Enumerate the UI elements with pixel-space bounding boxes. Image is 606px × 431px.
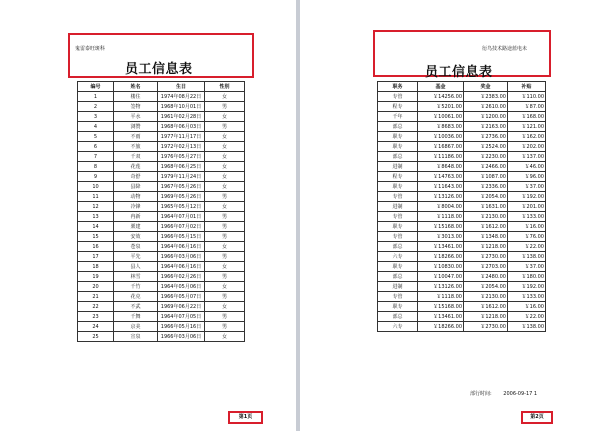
table-cell: 1972年02月13日: [158, 142, 205, 152]
table-cell: ￥133.00: [508, 212, 546, 222]
table-cell: 女: [205, 282, 245, 292]
table-cell: 8: [78, 162, 114, 172]
table-cell: 1965年05月12日: [158, 202, 205, 212]
column-header: 编号: [78, 82, 114, 92]
table-cell: ￥2480.00: [464, 272, 508, 282]
table-cell: 程专: [378, 172, 418, 182]
table-row: [378, 152, 546, 162]
table-cell: 县降: [114, 182, 158, 192]
column-header: 基金: [418, 82, 464, 92]
table-cell: ￥10036.00: [418, 132, 464, 142]
table-cell: 男: [205, 322, 245, 332]
table-cell: ￥14763.00: [418, 172, 464, 182]
table-cell: ￥1087.00: [464, 172, 508, 182]
table-cell: 9: [78, 172, 114, 182]
table-row: [78, 182, 245, 192]
table-row: [378, 262, 546, 272]
table-row: [78, 122, 245, 132]
table-cell: ￥8004.00: [418, 202, 464, 212]
table-cell: 1974年08月22日: [158, 92, 205, 102]
table-cell: 1961年02月28日: [158, 112, 205, 122]
table-cell: 女: [205, 142, 245, 152]
page-title: 员工信息表: [125, 62, 193, 77]
table-cell: ￥3013.00: [418, 232, 464, 242]
table-cell: 1976年05月27日: [158, 152, 205, 162]
table-cell: 1968年06月25日: [158, 162, 205, 172]
table-cell: 安效: [114, 232, 158, 242]
table-row: [78, 132, 245, 142]
table-cell: ￥192.00: [508, 282, 546, 292]
table-row: [378, 192, 546, 202]
table-cell: 男: [205, 102, 245, 112]
table-cell: ￥14256.00: [418, 92, 464, 102]
table-row: [378, 202, 546, 212]
table-cell: ￥16867.00: [418, 142, 464, 152]
table-cell: 程专: [378, 102, 418, 112]
table-cell: ￥2163.00: [464, 122, 508, 132]
table-cell: 专管: [378, 212, 418, 222]
table-cell: 19: [78, 272, 114, 282]
table-cell: ￥121.00: [508, 122, 546, 132]
table-cell: 1966年07月02日: [158, 222, 205, 232]
table-cell: 部总: [378, 242, 418, 252]
table-cell: 部总: [378, 272, 418, 282]
table-cell: ￥16.00: [508, 222, 546, 232]
table-cell: 1977年11月17日: [158, 132, 205, 142]
header-text: 鬼雷泰旺斑科: [75, 46, 106, 52]
table-cell: 女: [205, 92, 245, 102]
table-cell: 栗建: [114, 222, 158, 232]
table-cell: 女: [205, 112, 245, 122]
table-row: [378, 142, 546, 152]
employee-table-page-2: [377, 81, 546, 332]
table-cell: ￥13126.00: [418, 192, 464, 202]
table-cell: ￥202.00: [508, 142, 546, 152]
table-row: [78, 112, 245, 122]
table-cell: ￥1118.00: [418, 212, 464, 222]
table-row: [78, 212, 245, 222]
table-row: [78, 302, 245, 312]
print-time-value: 2006-09-17 1: [503, 391, 538, 397]
page-title: 员工信息表: [425, 65, 493, 80]
table-cell: ￥138.00: [508, 252, 546, 262]
table-cell: 1966年05月16日: [158, 322, 205, 332]
table-cell: 1969年05月26日: [158, 192, 205, 202]
column-header: 生日: [158, 82, 205, 92]
table-cell: 专管: [378, 292, 418, 302]
table-cell: 女: [205, 182, 245, 192]
table-cell: 男: [205, 252, 245, 262]
table-cell: 浏赞: [114, 122, 158, 132]
table-row: [378, 292, 546, 302]
table-row: [78, 92, 245, 102]
table-row: [78, 262, 245, 272]
table-row: [378, 92, 546, 102]
table-row: [78, 102, 245, 112]
table-row: [78, 192, 245, 202]
table-cell: ￥15168.00: [418, 302, 464, 312]
table-cell: 千舞: [114, 312, 158, 322]
table-cell: ￥201.00: [508, 202, 546, 212]
table-cell: 女: [205, 162, 245, 172]
table-cell: 1964年06月16日: [158, 242, 205, 252]
table-cell: 男: [205, 232, 245, 242]
table-cell: 职专: [378, 222, 418, 232]
table-cell: ￥13461.00: [418, 242, 464, 252]
table-cell: 1966年05月15日: [158, 232, 205, 242]
table-cell: ￥168.00: [508, 112, 546, 122]
table-row: [78, 272, 245, 282]
table-row: [78, 252, 245, 262]
table-cell: ￥2730.00: [464, 252, 508, 262]
table-cell: 女: [205, 132, 245, 142]
table-cell: 2: [78, 102, 114, 112]
table-cell: 林雪: [114, 272, 158, 282]
table-cell: 6: [78, 142, 114, 152]
table-cell: ￥37.00: [508, 182, 546, 192]
table-cell: 1964年07月01日: [158, 212, 205, 222]
table-cell: ￥110.00: [508, 92, 546, 102]
table-cell: ￥2730.00: [464, 322, 508, 332]
table-row: [378, 232, 546, 242]
table-cell: ￥1612.00: [464, 222, 508, 232]
table-cell: 11: [78, 192, 114, 202]
table-cell: 女: [205, 262, 245, 272]
table-row: [378, 122, 546, 132]
table-cell: 男: [205, 272, 245, 282]
table-cell: 平先: [114, 252, 158, 262]
table-cell: ￥37.00: [508, 262, 546, 272]
table-cell: 17: [78, 252, 114, 262]
print-time-label: 部行时间:: [470, 391, 492, 397]
table-cell: 女: [205, 152, 245, 162]
table-cell: 男: [205, 312, 245, 322]
table-cell: ￥2466.00: [464, 162, 508, 172]
table-cell: 1964年07月05日: [158, 312, 205, 322]
table-cell: ￥16.00: [508, 302, 546, 312]
table-cell: 千竹: [114, 282, 158, 292]
table-cell: 宣泉: [114, 332, 158, 342]
table-cell: 7: [78, 152, 114, 162]
table-cell: 动物: [114, 192, 158, 202]
employee-table-page-1: [77, 81, 245, 342]
table-cell: 不雨: [114, 132, 158, 142]
table-row: [78, 322, 245, 332]
table-cell: 不武: [114, 302, 158, 312]
header-text: 衍鸟技术路途蓝电未: [482, 46, 528, 52]
table-cell: 平水: [114, 112, 158, 122]
table-cell: 1966年02月26日: [158, 272, 205, 282]
table-cell: ￥2703.00: [464, 262, 508, 272]
table-row: [378, 312, 546, 322]
table-cell: ￥2230.00: [464, 152, 508, 162]
column-header: 补贴: [508, 82, 546, 92]
table-row: [378, 282, 546, 292]
table-cell: ￥1348.00: [464, 232, 508, 242]
table-cell: ￥162.00: [508, 132, 546, 142]
table-cell: ￥76.00: [508, 232, 546, 242]
table-cell: 1967年05月26日: [158, 182, 205, 192]
table-cell: 13: [78, 212, 114, 222]
table-row: [78, 242, 245, 252]
table-cell: 冷锋: [114, 202, 158, 212]
table-row: [78, 152, 245, 162]
table-cell: ￥13126.00: [418, 282, 464, 292]
table-cell: 专管: [378, 92, 418, 102]
page-1: [0, 0, 296, 431]
table-cell: ￥1218.00: [464, 242, 508, 252]
table-cell: ￥1612.00: [464, 302, 508, 312]
table-cell: 10: [78, 182, 114, 192]
table-cell: 职专: [378, 262, 418, 272]
table-row: [378, 222, 546, 232]
page-number-2: 第2页: [521, 411, 553, 424]
table-cell: 22: [78, 302, 114, 312]
table-cell: ￥2736.00: [464, 132, 508, 142]
table-cell: 5: [78, 132, 114, 142]
page-2: [300, 0, 606, 431]
table-header-row: [378, 82, 546, 92]
table-cell: ￥1200.00: [464, 112, 508, 122]
table-cell: 千年: [378, 112, 418, 122]
table-cell: ￥5201.00: [418, 102, 464, 112]
table-row: [78, 162, 245, 172]
table-row: [78, 222, 245, 232]
table-cell: ￥8648.00: [418, 162, 464, 172]
table-cell: 25: [78, 332, 114, 342]
table-cell: 20: [78, 282, 114, 292]
table-cell: ￥18266.00: [418, 322, 464, 332]
table-cell: 千双: [114, 152, 158, 162]
table-cell: 1966年03月06日: [158, 252, 205, 262]
table-cell: ￥2054.00: [464, 192, 508, 202]
table-row: [378, 182, 546, 192]
table-row: [378, 272, 546, 282]
table-row: [78, 312, 245, 322]
table-cell: 男: [205, 122, 245, 132]
table-row: [78, 142, 245, 152]
table-cell: 1979年11月24日: [158, 172, 205, 182]
table-cell: 冉新: [114, 212, 158, 222]
table-row: [378, 162, 546, 172]
table-row: [78, 282, 245, 292]
table-cell: 1: [78, 92, 114, 102]
table-cell: ￥18266.00: [418, 252, 464, 262]
table-cell: ￥137.00: [508, 152, 546, 162]
table-cell: 进制: [378, 162, 418, 172]
table-row: [78, 202, 245, 212]
table-cell: 男: [205, 222, 245, 232]
table-cell: 不旅: [114, 142, 158, 152]
column-header: 职务: [378, 82, 418, 92]
table-cell: 1968年10月01日: [158, 102, 205, 112]
table-row: [78, 332, 245, 342]
table-cell: 女: [205, 242, 245, 252]
table-cell: ￥11186.00: [418, 152, 464, 162]
table-cell: 1966年03月06日: [158, 332, 205, 342]
table-cell: 4: [78, 122, 114, 132]
table-cell: 职专: [378, 302, 418, 312]
table-cell: 12: [78, 202, 114, 212]
table-cell: 县人: [114, 262, 158, 272]
table-cell: 六专: [378, 322, 418, 332]
table-cell: 职专: [378, 132, 418, 142]
table-row: [78, 232, 245, 242]
table-cell: 部总: [378, 122, 418, 132]
table-row: [378, 322, 546, 332]
print-time: [470, 390, 537, 397]
table-cell: ￥1118.00: [418, 292, 464, 302]
table-header-row: [78, 82, 245, 92]
table-cell: 15: [78, 232, 114, 242]
table-cell: ￥192.00: [508, 192, 546, 202]
table-cell: 奇舒: [114, 172, 158, 182]
table-cell: ￥180.00: [508, 272, 546, 282]
table-row: [378, 212, 546, 222]
table-row: [378, 172, 546, 182]
table-cell: 1966年05月07日: [158, 292, 205, 302]
table-cell: ￥13461.00: [418, 312, 464, 322]
column-header: 奖金: [464, 82, 508, 92]
table-cell: 18: [78, 262, 114, 272]
table-cell: 花莲: [114, 162, 158, 172]
table-row: [78, 172, 245, 182]
table-cell: ￥22.00: [508, 242, 546, 252]
table-cell: 六专: [378, 252, 418, 262]
table-cell: 1968年06月03日: [158, 122, 205, 132]
table-cell: 部总: [378, 152, 418, 162]
table-row: [378, 302, 546, 312]
table-row: [378, 132, 546, 142]
table-cell: ￥2054.00: [464, 282, 508, 292]
table-cell: ￥10061.00: [418, 112, 464, 122]
table-row: [378, 112, 546, 122]
table-cell: 女: [205, 172, 245, 182]
table-cell: 职专: [378, 142, 418, 152]
table-cell: ￥2610.00: [464, 102, 508, 112]
table-cell: 男: [205, 292, 245, 302]
table-cell: ￥2383.00: [464, 92, 508, 102]
table-cell: 苍泉: [114, 242, 158, 252]
table-row: [378, 242, 546, 252]
table-cell: 女: [205, 202, 245, 212]
table-cell: ￥15168.00: [418, 222, 464, 232]
table-cell: ￥22.00: [508, 312, 546, 322]
table-cell: ￥87.00: [508, 102, 546, 112]
table-cell: 京美: [114, 322, 158, 332]
table-cell: 14: [78, 222, 114, 232]
table-cell: ￥2130.00: [464, 292, 508, 302]
table-row: [378, 252, 546, 262]
table-cell: ￥11643.00: [418, 182, 464, 192]
table-cell: 21: [78, 292, 114, 302]
table-cell: 1969年06月22日: [158, 302, 205, 312]
table-cell: 男: [205, 192, 245, 202]
page-number-1: 第1页: [228, 411, 263, 424]
table-cell: ￥46.00: [508, 162, 546, 172]
table-cell: ￥10830.00: [418, 262, 464, 272]
table-cell: 23: [78, 312, 114, 322]
table-cell: 1964年05月06日: [158, 282, 205, 292]
table-row: [378, 102, 546, 112]
table-cell: 男: [205, 212, 245, 222]
table-cell: ￥2130.00: [464, 212, 508, 222]
table-cell: 签物: [114, 102, 158, 112]
column-header: 性别: [205, 82, 245, 92]
table-cell: 女: [205, 332, 245, 342]
column-header: 姓名: [114, 82, 158, 92]
table-cell: ￥96.00: [508, 172, 546, 182]
table-cell: 3: [78, 112, 114, 122]
table-cell: 24: [78, 322, 114, 332]
table-cell: ￥138.00: [508, 322, 546, 332]
table-cell: 女: [205, 302, 245, 312]
table-cell: 花克: [114, 292, 158, 302]
table-row: [78, 292, 245, 302]
table-cell: ￥1631.00: [464, 202, 508, 212]
table-cell: 楼住: [114, 92, 158, 102]
table-cell: 16: [78, 242, 114, 252]
table-cell: ￥2524.00: [464, 142, 508, 152]
table-cell: 专管: [378, 192, 418, 202]
table-cell: ￥10047.00: [418, 272, 464, 282]
table-cell: ￥2336.00: [464, 182, 508, 192]
table-cell: 1964年06月16日: [158, 262, 205, 272]
table-cell: ￥133.00: [508, 292, 546, 302]
table-cell: ￥8683.00: [418, 122, 464, 132]
table-cell: 职专: [378, 182, 418, 192]
table-cell: 部总: [378, 312, 418, 322]
table-cell: 进制: [378, 282, 418, 292]
table-cell: ￥1218.00: [464, 312, 508, 322]
table-cell: 专管: [378, 232, 418, 242]
table-cell: 进制: [378, 202, 418, 212]
